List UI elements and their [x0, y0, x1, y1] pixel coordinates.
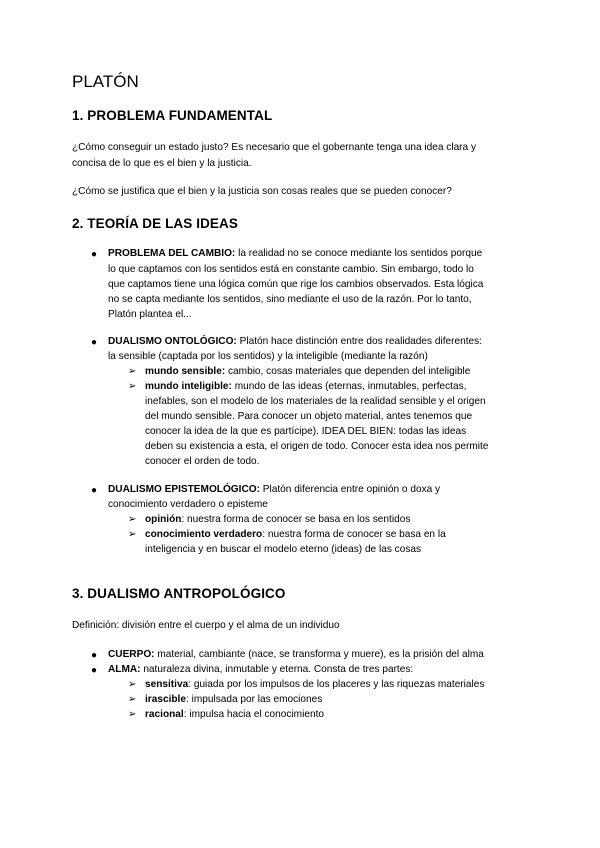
s3-b2-text: naturaleza divina, inmutable y eterna. Consta de tres partes: — [140, 664, 414, 675]
b3-sub2-line-2: inteligencia y en buscar el modelo eterno (ideas) de las cosas — [145, 544, 422, 555]
b2-sub2-line-2: inefables, son el modelo de los materiales de la realidad sensible y el origen — [145, 396, 486, 407]
s3-b2 — [108, 664, 413, 675]
b1-line-4: no se capta mediante los sentidos, sino mediante el uso de la razón. Por lo tanto, — [108, 294, 472, 305]
s3-b1-text: material, cambiante (nace, se transforma y muere), es la prisión del alma — [154, 649, 484, 660]
arrow-icon: ➢ — [128, 679, 137, 690]
bullet-icon: ● — [91, 650, 98, 661]
b2-sub2-line-6: conocer el orden de todo. — [145, 456, 260, 467]
b2-sub2-line-1 — [145, 381, 466, 392]
bullet-icon: ● — [91, 249, 98, 260]
b3-sub1-term: opinión — [145, 514, 182, 525]
b2-sub2-line-3: del mundo sensible. Para conocer un objeto material, antes tenemos que — [145, 411, 473, 422]
b3-term: DUALISMO EPISTEMOLÓGICO: — [108, 484, 260, 495]
bullet-icon: ● — [91, 337, 98, 348]
b1-line-1 — [108, 248, 482, 259]
b3-first-text: Platón diferencia entre opinión o doxa y — [259, 484, 441, 495]
b3-sub1-text: : nuestra forma de conocer se basa en los sentidos — [181, 514, 411, 525]
arrow-icon: ➢ — [128, 694, 137, 705]
b3-sub2-term: conocimiento verdadero — [145, 529, 263, 540]
s3-b1-term: CUERPO: — [108, 649, 155, 660]
s3-sub-2 — [145, 694, 322, 705]
b2-line-2: la sensible (captada por los sentidos) y la inteligible (mediante la razón) — [108, 351, 428, 362]
b2-sub2-line-4: conocer la idea de la que es partícipe). IDEA DEL BIEN: todas las ideas — [145, 426, 467, 437]
b2-term: DUALISMO ONTOLÓGICO: — [108, 336, 237, 347]
arrow-icon: ➢ — [128, 529, 137, 540]
b3-line-1 — [108, 484, 440, 495]
s3-definition: Definición: división entre el cuerpo y el alma de un individuo — [72, 620, 340, 631]
b1-term: PROBLEMA DEL CAMBIO: — [108, 248, 236, 259]
b2-sub1 — [145, 366, 470, 377]
bullet-icon: ● — [91, 665, 98, 676]
s3-b1 — [108, 649, 484, 660]
b3-sub1 — [145, 514, 410, 525]
s3-sub-3-term: racional — [145, 709, 184, 720]
s3-sub-1-term: sensitiva — [145, 679, 189, 690]
b1-first-text: la realidad no se conoce mediante los sentidos porque — [235, 248, 483, 259]
s3-sub-1-text: : guiada por los impulsos de los placeres y las riquezas materiales — [188, 679, 485, 690]
page-title: PLATÓN — [72, 72, 139, 91]
b2-first-text: Platón hace distinción entre dos realidades diferentes: — [236, 336, 483, 347]
s1-paragraph-1-line-1: ¿Cómo conseguir un estado justo? Es necesario que el gobernante tenga una idea clara y — [72, 142, 477, 153]
b3-line-2: conocimiento verdadero o episteme — [108, 499, 268, 510]
section-1-heading: 1. PROBLEMA FUNDAMENTAL — [72, 108, 273, 123]
arrow-icon: ➢ — [128, 514, 137, 525]
s3-sub-1 — [145, 679, 484, 690]
s3-b2-term: ALMA: — [108, 664, 141, 675]
b2-sub1-term: mundo sensible: — [145, 366, 226, 377]
s3-sub-3 — [145, 709, 324, 720]
b1-line-5: Platón plantea el... — [108, 309, 192, 320]
s1-paragraph-1-line-2: concisa de lo que es el bien y la justicia. — [72, 158, 252, 169]
section-2-heading: 2. TEORÍA DE LAS IDEAS — [72, 216, 238, 231]
section-3-heading: 3. DUALISMO ANTROPOLÓGICO — [72, 586, 286, 601]
b2-sub2-first: mundo de las ideas (eternas, inmutables, perfectas, — [231, 381, 467, 392]
arrow-icon: ➢ — [128, 366, 137, 377]
s3-sub-3-text: : impulsa hacia el conocimiento — [183, 709, 324, 720]
b3-sub2-first: : nuestra forma de conocer se basa en la — [262, 529, 446, 540]
b3-sub2-line-1 — [145, 529, 446, 540]
s3-sub-2-term: irascible — [145, 694, 186, 705]
arrow-icon: ➢ — [128, 709, 137, 720]
b2-sub2-term: mundo inteligible: — [145, 381, 232, 392]
b1-line-2: lo que captamos con los sentidos está en constante cambio. Sin embargo, todo lo — [108, 264, 474, 275]
b2-line-1 — [108, 336, 482, 347]
bullet-icon: ● — [91, 485, 98, 496]
b2-sub2-line-5: deben su existencia a esta, el origen de todo. Conocer esta idea nos permite — [145, 441, 489, 452]
s1-paragraph-2: ¿Cómo se justifica que el bien y la justicia son cosas reales que se pueden conocer? — [72, 186, 452, 197]
b2-sub1-text: cambio, cosas materiales que dependen del inteligible — [225, 366, 471, 377]
arrow-icon: ➢ — [128, 381, 137, 392]
s3-sub-2-text: : impulsada por las emociones — [185, 694, 323, 705]
b1-line-3: que captamos tiene una lógica común que rige los cambios observados. Esta lógica — [108, 279, 484, 290]
